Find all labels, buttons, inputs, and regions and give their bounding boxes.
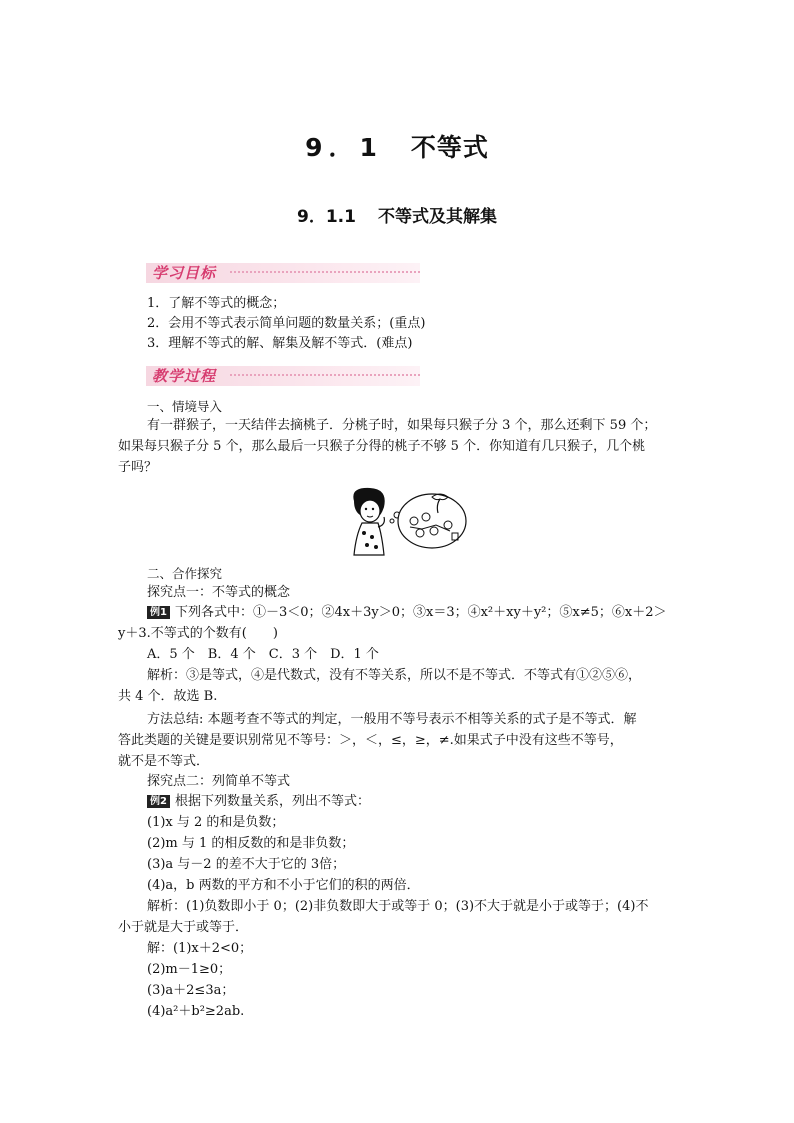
analysis-line: 小于就是大于或等于． [118, 920, 249, 935]
solution-line: (2)m－1≥0； [147, 962, 232, 977]
list-item: (3)a 与－2 的差不大于它的 3倍； [147, 857, 346, 872]
solution-line: (4)a²＋b²≥2ab. [147, 1004, 245, 1019]
learning-goals-label: 学习目标 [152, 264, 217, 282]
example-one [147, 603, 677, 622]
banner-stripe [230, 271, 420, 273]
subsection-number: 9．1.1 [297, 207, 356, 227]
method-summary-line: 就不是不等式． [118, 754, 210, 769]
solution-line: (3)a＋2≤3a； [147, 983, 235, 998]
subsection-title [0, 202, 794, 227]
paragraph-line: 有一群猴子，一天结伴去摘桃子．分桃子时，如果每只猴子分 3 个，那么还剩下 59 个； [147, 418, 657, 433]
section-heading-explore: 二、合作探究 [147, 566, 223, 581]
answer-options: A．5 个 B．4 个 C．3 个 D．1 个 [147, 647, 379, 662]
teaching-process-banner [146, 366, 420, 386]
teaching-process-label: 教学过程 [152, 367, 217, 385]
example-badge: 例2 [147, 795, 170, 808]
subsection-title-text: 不等式及其解集 [377, 207, 497, 227]
section-title [0, 128, 794, 164]
section-number: 9．1 [305, 133, 383, 162]
paragraph-line: 子吗？ [118, 460, 158, 475]
section-title-text: 不等式 [410, 133, 489, 162]
analysis-line: 解析：(1)负数即小于 0；(2)非负数即大于或等于 0；(3)不大于就是小于或等于；(4)不 [147, 899, 649, 914]
analysis-line: 解析：③是等式，④是代数式，没有不等关系，所以不是不等式．不等式有①②⑤⑥， [147, 668, 642, 683]
list-item: (2)m 与 1 的相反数的和是非负数； [147, 836, 355, 851]
monkey-story-illustration [340, 485, 470, 557]
goal-item: 2．会用不等式表示简单问题的数量关系；(重点) [147, 316, 426, 331]
goal-item: 1．了解不等式的概念； [147, 296, 286, 311]
method-summary-line: 答此类题的关键是要识别常见不等号：＞，＜，≤，≥，≠.如果式子中没有这些不等号， [118, 733, 623, 748]
learning-goals-banner [146, 263, 420, 283]
section-heading-intro: 一、情境导入 [147, 399, 223, 414]
list-item: (1)x 与 2 的和是负数； [147, 815, 285, 830]
example-badge: 例1 [147, 606, 170, 619]
goal-item: 3．理解不等式的解、解集及解不等式．(难点) [147, 336, 413, 351]
banner-stripe [230, 374, 420, 376]
solution-line: 解：(1)x＋2<0； [147, 941, 253, 956]
analysis-line: 共 4 个．故选 B. [118, 689, 218, 704]
example-two-text: 根据下列数量关系，列出不等式： [174, 794, 370, 809]
explore-point-two: 探究点二：列简单不等式 [147, 774, 291, 789]
method-summary-line: 方法总结: 本题考查不等式的判定，一般用不等号表示不相等关系的式子是不等式．解 [147, 712, 637, 727]
example-one-text: 下列各式中：①－3＜0；②4x＋3y＞0；③x＝3；④x²＋xy＋y²；⑤x≠5；⑥x＋2＞ [174, 605, 667, 620]
explore-point-one: 探究点一：不等式的概念 [147, 585, 291, 600]
list-item: (4)a，b 两数的平方和不小于它们的积的两倍． [147, 878, 420, 893]
paragraph-line: 如果每只猴子分 5 个，那么最后一只猴子分得的桃子不够 5 个．你知道有几只猴子，几个桃 [118, 439, 646, 454]
example-two [147, 792, 677, 811]
paragraph-line: y＋3.不等式的个数有( ) [118, 626, 278, 641]
